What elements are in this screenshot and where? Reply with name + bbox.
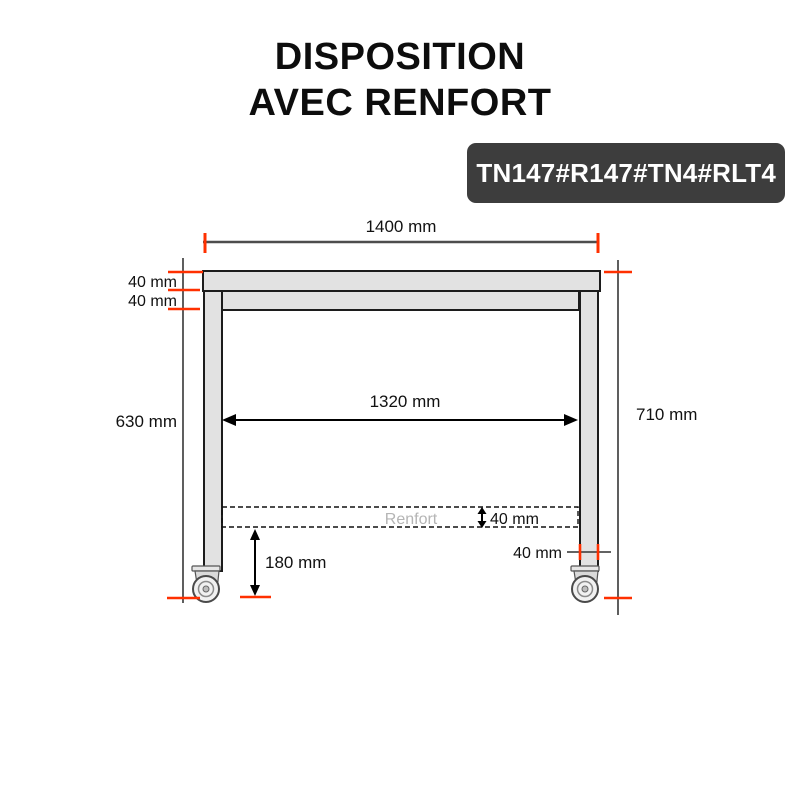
dim-reinforcement-thickness-label: 40 mm xyxy=(490,511,539,528)
dim-overall-height xyxy=(604,260,697,615)
dim-inner-width xyxy=(222,392,578,426)
left-caster-wheel xyxy=(192,566,220,602)
dim-frame-thickness-label: 40 mm xyxy=(128,293,177,310)
dim-top-thickness-label: 40 mm xyxy=(128,274,177,291)
right-caster-wheel xyxy=(571,566,599,602)
dim-reinforcement xyxy=(385,507,539,528)
right-leg xyxy=(580,291,598,571)
dim-left-stack xyxy=(116,258,203,603)
page-title-line2: AVEC RENFORT xyxy=(248,82,552,124)
frame-rail xyxy=(222,291,579,310)
dim-leg-width-label: 40 mm xyxy=(513,545,562,562)
dim-leg-height-label: 630 mm xyxy=(115,412,177,431)
dim-inner-width-label: 1320 mm xyxy=(369,392,441,411)
left-leg xyxy=(204,291,222,571)
dim-ground-clearance-label: 180 mm xyxy=(265,553,327,572)
dim-overall-width xyxy=(203,217,599,253)
reinforcement-label: Renfort xyxy=(384,511,438,528)
dim-ground-clearance xyxy=(240,529,326,597)
dim-overall-height-label: 710 mm xyxy=(636,405,698,424)
dim-overall-width-label: 1400 mm xyxy=(365,217,437,236)
tabletop xyxy=(203,271,600,291)
product-code-badge: TN147#R147#TN4#RLT4 xyxy=(467,143,785,203)
page-title-line1: DISPOSITION xyxy=(274,36,526,78)
